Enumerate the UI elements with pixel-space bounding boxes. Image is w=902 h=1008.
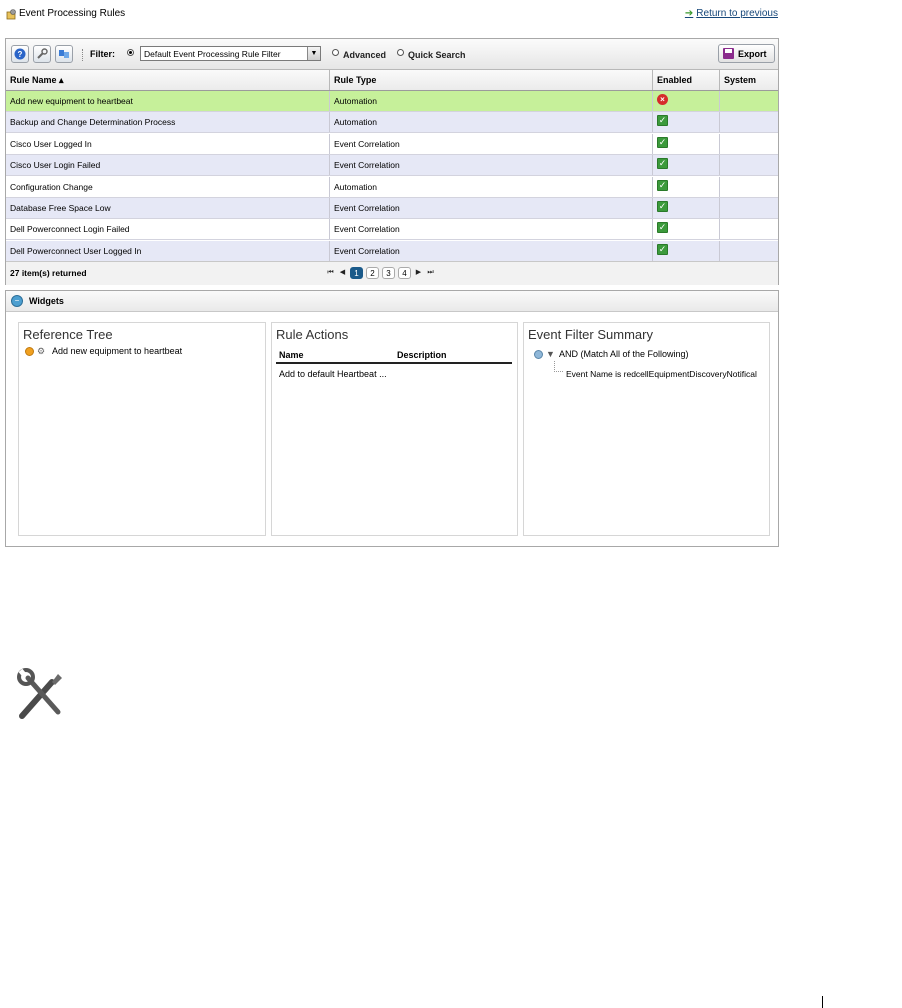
- widgets-title: Widgets: [29, 296, 64, 306]
- cell-system: [720, 177, 778, 197]
- event-filter-summary-title: Event Filter Summary: [528, 327, 653, 342]
- table-row[interactable]: [6, 112, 778, 133]
- rule-actions-header: [276, 347, 512, 364]
- checkmark-icon: ✓: [658, 201, 667, 211]
- event-filter-summary-widget: [523, 322, 770, 536]
- column-rule-type[interactable]: Rule Type: [330, 70, 653, 90]
- filter-select[interactable]: [140, 46, 321, 61]
- return-to-previous-link[interactable]: [685, 8, 778, 19]
- rules-icon: [6, 9, 17, 20]
- filter-child-node[interactable]: Event Name is redcellEquipmentDiscoveryNotifical: [566, 369, 757, 379]
- collapse-node-icon[interactable]: [534, 350, 543, 359]
- return-link-label[interactable]: Return to previous: [696, 8, 778, 19]
- cell-rule-type: Automation: [330, 112, 653, 132]
- table-header: [6, 70, 778, 91]
- item-count: 27 item(s) returned: [10, 268, 87, 278]
- page-1-button[interactable]: 1: [350, 267, 363, 279]
- manage-button[interactable]: [55, 45, 73, 63]
- advanced-radio[interactable]: [332, 49, 339, 56]
- cell-rule-type: Event Correlation: [330, 134, 653, 154]
- last-page-icon[interactable]: ⏭: [427, 269, 434, 276]
- back-arrow-icon: ➔: [684, 8, 694, 19]
- widgets-panel: [5, 290, 779, 547]
- cell-enabled: [653, 112, 720, 132]
- widgets-header: [6, 291, 778, 312]
- pagination: [326, 267, 435, 279]
- rule-actions-col-description: Description: [397, 350, 447, 360]
- filter-icon: ▼: [546, 349, 555, 359]
- toolbar: [6, 39, 778, 70]
- reference-tree-item[interactable]: [25, 346, 182, 356]
- table-row[interactable]: [6, 198, 778, 219]
- checkmark-icon: ✓: [658, 136, 667, 147]
- filter-root-label: AND (Match All of the Following): [559, 349, 689, 359]
- page-4-button[interactable]: 4: [398, 267, 411, 279]
- table-row[interactable]: [6, 177, 778, 198]
- rule-actions-widget: [271, 322, 518, 536]
- help-icon: [14, 48, 26, 60]
- cell-rule-type: Event Correlation: [330, 198, 653, 218]
- cell-enabled: [653, 134, 720, 154]
- cell-enabled: [653, 219, 720, 239]
- reference-tree-widget: [18, 322, 266, 536]
- cell-rule-type: Automation: [330, 91, 653, 111]
- cell-system: [720, 241, 778, 261]
- column-enabled[interactable]: Enabled: [653, 70, 720, 90]
- cell-enabled: [653, 91, 720, 111]
- users-icon: [58, 48, 70, 60]
- collapse-icon[interactable]: −: [11, 295, 23, 307]
- rules-panel: [5, 38, 779, 285]
- checkmark-icon: ✓: [658, 179, 667, 190]
- cell-rule-name: Database Free Space Low: [6, 198, 330, 218]
- table-row[interactable]: [6, 241, 778, 262]
- filter-select-value: Default Event Processing Rule Filter: [144, 49, 281, 59]
- cell-rule-name: Cisco User Login Failed: [6, 155, 330, 175]
- cell-system: [720, 91, 778, 111]
- page-3-button[interactable]: 3: [382, 267, 395, 279]
- cell-enabled: [653, 241, 720, 261]
- export-button[interactable]: [718, 44, 775, 63]
- cell-system: [720, 134, 778, 154]
- column-system[interactable]: System: [724, 75, 757, 85]
- rule-actions-title: Rule Actions: [276, 327, 349, 342]
- cell-rule-name: Add new equipment to heartbeat: [6, 91, 330, 111]
- expand-icon[interactable]: [25, 347, 34, 356]
- reference-tree-title: Reference Tree: [23, 327, 113, 342]
- page-title: Event Processing Rules: [19, 8, 126, 19]
- rule-actions-col-name: Name: [279, 350, 304, 360]
- quick-search-label[interactable]: Quick Search: [408, 50, 466, 60]
- checkmark-icon: ✓: [658, 222, 667, 233]
- settings-button[interactable]: [33, 45, 51, 63]
- advanced-label[interactable]: Advanced: [343, 50, 387, 60]
- page-edge-mark: [822, 996, 823, 1008]
- page-2-button[interactable]: 2: [366, 267, 379, 279]
- filter-default-radio[interactable]: [127, 49, 134, 56]
- tree-connector: [554, 361, 563, 372]
- toolbar-separator: [82, 49, 85, 61]
- checkmark-icon: ✓: [658, 158, 667, 169]
- table-row[interactable]: [6, 155, 778, 176]
- next-page-icon[interactable]: ▶: [415, 269, 422, 276]
- cell-rule-type: Automation: [330, 177, 653, 197]
- cell-system: [720, 219, 778, 239]
- rule-action-row[interactable]: Add to default Heartbeat ...: [279, 369, 387, 379]
- cell-system: [720, 198, 778, 218]
- cell-rule-name: Dell Powerconnect Login Failed: [6, 219, 330, 239]
- cell-rule-name: Configuration Change: [6, 177, 330, 197]
- cell-enabled: [653, 155, 720, 175]
- table-row[interactable]: [6, 91, 778, 112]
- reference-tree-item-label: Add new equipment to heartbeat: [52, 346, 183, 356]
- cell-rule-type: Event Correlation: [330, 219, 653, 239]
- save-icon: [723, 48, 734, 59]
- cell-system: [720, 112, 778, 132]
- filter-root-node[interactable]: [534, 349, 689, 359]
- disabled-x-icon: ×: [657, 94, 668, 105]
- table-row[interactable]: [6, 134, 778, 155]
- table-row[interactable]: [6, 219, 778, 240]
- column-rule-name[interactable]: Rule Name ▴: [6, 70, 330, 90]
- quick-search-radio[interactable]: [397, 49, 404, 56]
- cell-enabled: [653, 177, 720, 197]
- svg-text:?: ?: [17, 50, 23, 59]
- help-button[interactable]: [11, 45, 29, 63]
- cell-rule-name: Backup and Change Determination Process: [6, 112, 330, 132]
- table-footer: [6, 261, 778, 285]
- cell-rule-name: Dell Powerconnect User Logged In: [6, 241, 330, 261]
- checkmark-icon: ✓: [658, 243, 667, 254]
- cell-rule-type: Event Correlation: [330, 241, 653, 261]
- cell-enabled: [653, 198, 720, 218]
- wrench-icon: [36, 48, 48, 60]
- prev-page-icon[interactable]: ◀: [339, 269, 346, 276]
- export-label: Export: [738, 48, 767, 59]
- tools-icon: [12, 668, 68, 722]
- chevron-down-icon[interactable]: ▼: [307, 47, 320, 60]
- first-page-icon[interactable]: ⏮: [327, 269, 334, 276]
- checkmark-icon: ✓: [658, 115, 667, 126]
- cell-system: [720, 155, 778, 175]
- cell-rule-type: Event Correlation: [330, 155, 653, 175]
- filter-label: Filter:: [90, 49, 116, 59]
- gears-icon: ⚙: [37, 346, 46, 356]
- cell-rule-name: Cisco User Logged In: [6, 134, 330, 154]
